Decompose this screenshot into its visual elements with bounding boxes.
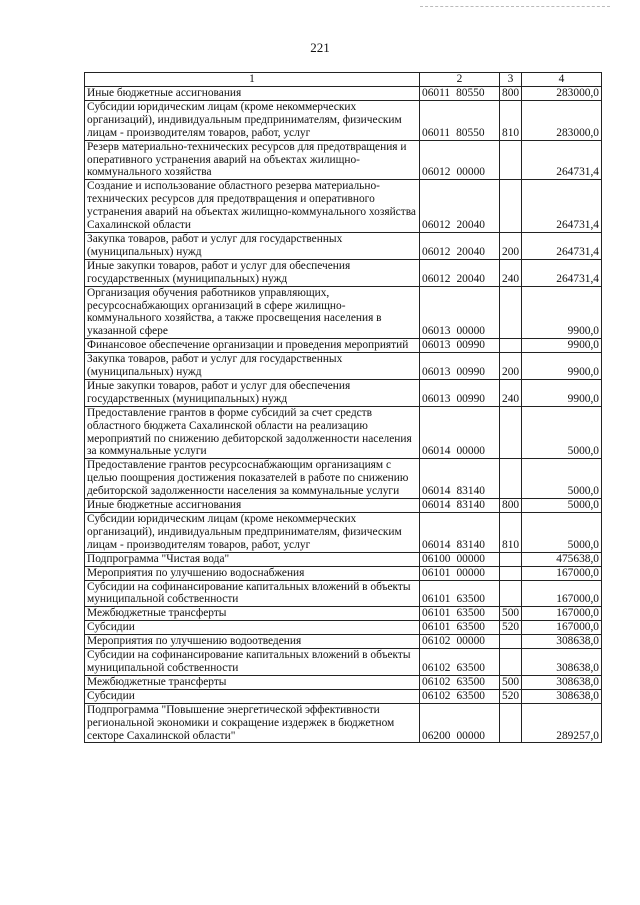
code-direction: 80550 (456, 126, 485, 139)
expense-type-code (500, 703, 522, 743)
expense-type-code: 800 (500, 499, 522, 513)
code-direction: 00000 (456, 166, 485, 179)
code-program: 06014 (422, 485, 451, 498)
item-name: Иные бюджетные ассигнования (85, 499, 420, 513)
code-direction: 20040 (456, 219, 485, 232)
amount: 264731,4 (522, 259, 602, 286)
header-col-2: 2 (420, 73, 500, 87)
amount: 5000,0 (522, 406, 602, 459)
item-name: Субсидии юридическим лицам (кроме некоммерческих организаций), индивидуальным предпринимателям, физическим лицам - производителям товаров, работ, услуг (85, 100, 420, 140)
code-direction: 63500 (456, 607, 485, 620)
amount: 283000,0 (522, 87, 602, 101)
code-direction: 00000 (456, 445, 485, 458)
table-row (85, 580, 602, 607)
item-name: Межбюджетные трансферты (85, 607, 420, 621)
expense-type-code (500, 635, 522, 649)
code-program: 06102 (422, 635, 451, 648)
code-program: 06200 (422, 729, 451, 742)
header-col-3: 3 (500, 73, 522, 87)
code-direction: 83140 (456, 485, 485, 498)
amount: 308638,0 (522, 675, 602, 689)
item-name: Мероприятия по улучшению водоотведения (85, 635, 420, 649)
table-row (85, 180, 602, 233)
classification-code (420, 703, 500, 743)
classification-code (420, 140, 500, 180)
table-row (85, 232, 602, 259)
amount: 9900,0 (522, 339, 602, 353)
amount: 308638,0 (522, 649, 602, 676)
item-name: Резерв материально-технических ресурсов для предотвращения и оперативного устранения аварий на объектах жилищно-коммунального хозяйства (85, 140, 420, 180)
classification-code (420, 607, 500, 621)
item-name: Предоставление грантов ресурсоснабжающим организациям с целью поощрения достижения показателей в работе по снижению дебиторской задолженности населения за коммунальные услуги (85, 459, 420, 499)
classification-code (420, 621, 500, 635)
table-row (85, 499, 602, 513)
item-name: Субсидии (85, 621, 420, 635)
table-row (85, 259, 602, 286)
classification-code (420, 87, 500, 101)
classification-code (420, 635, 500, 649)
table-row (85, 566, 602, 580)
code-direction: 20040 (456, 272, 485, 285)
table-row (85, 87, 602, 101)
amount: 167000,0 (522, 566, 602, 580)
table-row (85, 649, 602, 676)
expense-type-code: 810 (500, 100, 522, 140)
code-program: 06012 (422, 272, 451, 285)
item-name: Закупка товаров, работ и услуг для государственных (муниципальных) нужд (85, 353, 420, 380)
expense-type-code: 500 (500, 607, 522, 621)
table-row (85, 339, 602, 353)
expense-type-code: 200 (500, 353, 522, 380)
table-row (85, 607, 602, 621)
amount: 475638,0 (522, 552, 602, 566)
table-row (85, 703, 602, 743)
code-program: 06013 (422, 325, 451, 338)
item-name: Закупка товаров, работ и услуг для государственных (муниципальных) нужд (85, 232, 420, 259)
code-direction: 00000 (456, 635, 485, 648)
code-direction: 63500 (456, 675, 485, 688)
table-row (85, 286, 602, 339)
code-direction: 83140 (456, 538, 485, 551)
code-direction: 00990 (456, 339, 485, 352)
table-row (85, 406, 602, 459)
amount: 283000,0 (522, 100, 602, 140)
classification-code (420, 566, 500, 580)
amount: 308638,0 (522, 689, 602, 703)
code-program: 06101 (422, 566, 451, 579)
table-row (85, 675, 602, 689)
item-name: Иные закупки товаров, работ и услуг для обеспечения государственных (муниципальных) нужд (85, 379, 420, 406)
classification-code (420, 406, 500, 459)
expense-type-code: 520 (500, 689, 522, 703)
amount: 5000,0 (522, 459, 602, 499)
item-name: Организация обучения работников управляющих, ресурсоснабжающих организаций в сфере жилищно-коммунального хозяйства, а также просвещения населения в указанной сфере (85, 286, 420, 339)
amount: 9900,0 (522, 379, 602, 406)
classification-code (420, 232, 500, 259)
amount: 308638,0 (522, 635, 602, 649)
code-direction: 83140 (456, 499, 485, 512)
expense-type-code: 800 (500, 87, 522, 101)
classification-code (420, 499, 500, 513)
code-program: 06100 (422, 552, 451, 565)
code-program: 06011 (422, 126, 451, 139)
item-name: Подпрограмма "Повышение энергетической эффективности региональной экономики и сокращение издержек в бюджетном секторе Сахалинской области" (85, 703, 420, 743)
classification-code (420, 379, 500, 406)
table-body (85, 87, 602, 743)
classification-code (420, 580, 500, 607)
expense-type-code: 520 (500, 621, 522, 635)
code-direction: 00000 (456, 729, 485, 742)
code-direction: 63500 (456, 621, 485, 634)
code-direction: 63500 (456, 661, 485, 674)
code-program: 06102 (422, 675, 451, 688)
item-name: Иные закупки товаров, работ и услуг для обеспечения государственных (муниципальных) нужд (85, 259, 420, 286)
code-direction: 00000 (456, 325, 485, 338)
code-program: 06012 (422, 166, 451, 179)
code-program: 06012 (422, 245, 451, 258)
item-name: Субсидии (85, 689, 420, 703)
amount: 167000,0 (522, 621, 602, 635)
table-row (85, 100, 602, 140)
code-program: 06014 (422, 499, 451, 512)
code-direction: 00000 (456, 552, 485, 565)
code-program: 06101 (422, 607, 451, 620)
classification-code (420, 180, 500, 233)
expense-type-code: 810 (500, 513, 522, 553)
expense-type-code: 240 (500, 259, 522, 286)
amount: 9900,0 (522, 286, 602, 339)
amount: 167000,0 (522, 580, 602, 607)
code-program: 06013 (422, 392, 451, 405)
code-program: 06012 (422, 219, 451, 232)
classification-code (420, 689, 500, 703)
classification-code (420, 459, 500, 499)
code-program: 06013 (422, 366, 451, 379)
amount: 9900,0 (522, 353, 602, 380)
classification-code (420, 675, 500, 689)
amount: 289257,0 (522, 703, 602, 743)
expense-type-code: 200 (500, 232, 522, 259)
table-row (85, 459, 602, 499)
classification-code (420, 353, 500, 380)
classification-code (420, 649, 500, 676)
code-direction: 80550 (456, 87, 485, 99)
code-program: 06013 (422, 339, 451, 352)
code-program: 06101 (422, 593, 451, 606)
header-col-4: 4 (522, 73, 602, 87)
expense-type-code (500, 286, 522, 339)
code-program: 06102 (422, 689, 451, 702)
code-program: 06014 (422, 538, 451, 551)
item-name: Субсидии на софинансирование капитальных вложений в объекты муниципальной собственности (85, 580, 420, 607)
budget-table (84, 72, 602, 743)
classification-code (420, 259, 500, 286)
expense-type-code (500, 406, 522, 459)
classification-code (420, 339, 500, 353)
expense-type-code (500, 180, 522, 233)
item-name: Финансовое обеспечение организации и проведения мероприятий (85, 339, 420, 353)
expense-type-code (500, 566, 522, 580)
expense-type-code: 240 (500, 379, 522, 406)
expense-type-code (500, 580, 522, 607)
code-direction: 63500 (456, 593, 485, 606)
amount: 167000,0 (522, 607, 602, 621)
item-name: Субсидии юридическим лицам (кроме некоммерческих организаций), индивидуальным предпринимателям, физическим лицам - производителям товаров, работ, услуг (85, 513, 420, 553)
item-name: Создание и использование областного резерва материально-технических ресурсов для предотвращения и оперативного устранения аварий на объектах жилищно-коммунального хозяйства Сахалинской области (85, 180, 420, 233)
amount: 264731,4 (522, 232, 602, 259)
amount: 5000,0 (522, 499, 602, 513)
expense-type-code: 500 (500, 675, 522, 689)
code-direction: 00000 (456, 566, 485, 579)
table-row (85, 140, 602, 180)
table-row (85, 379, 602, 406)
table-row (85, 621, 602, 635)
classification-code (420, 513, 500, 553)
scan-header-marks (420, 6, 610, 9)
expense-type-code (500, 339, 522, 353)
page-number: 221 (310, 40, 330, 55)
expense-type-code (500, 140, 522, 180)
amount: 264731,4 (522, 180, 602, 233)
item-name: Иные бюджетные ассигнования (85, 87, 420, 101)
table-row (85, 513, 602, 553)
expense-type-code (500, 459, 522, 499)
code-direction: 20040 (456, 245, 485, 258)
table-row (85, 552, 602, 566)
header-row (85, 73, 602, 87)
code-direction: 63500 (456, 689, 485, 702)
amount: 5000,0 (522, 513, 602, 553)
expense-type-code (500, 552, 522, 566)
table-row (85, 353, 602, 380)
code-program: 06011 (422, 87, 451, 99)
code-direction: 00990 (456, 366, 485, 379)
item-name: Подпрограмма "Чистая вода" (85, 552, 420, 566)
header-col-1: 1 (85, 73, 420, 87)
item-name: Мероприятия по улучшению водоснабжения (85, 566, 420, 580)
amount: 264731,4 (522, 140, 602, 180)
item-name: Субсидии на софинансирование капитальных вложений в объекты муниципальной собственности (85, 649, 420, 676)
table-row (85, 689, 602, 703)
expense-type-code (500, 649, 522, 676)
code-program: 06101 (422, 621, 451, 634)
item-name: Предоставление грантов в форме субсидий за счет средств областного бюджета Сахалинской области на реализацию мероприятий по снижению дебиторской задолженности населения за коммунальные услуги (85, 406, 420, 459)
classification-code (420, 100, 500, 140)
item-name: Межбюджетные трансферты (85, 675, 420, 689)
classification-code (420, 552, 500, 566)
classification-code (420, 286, 500, 339)
code-direction: 00990 (456, 392, 485, 405)
code-program: 06102 (422, 661, 451, 674)
code-program: 06014 (422, 445, 451, 458)
table-row (85, 635, 602, 649)
